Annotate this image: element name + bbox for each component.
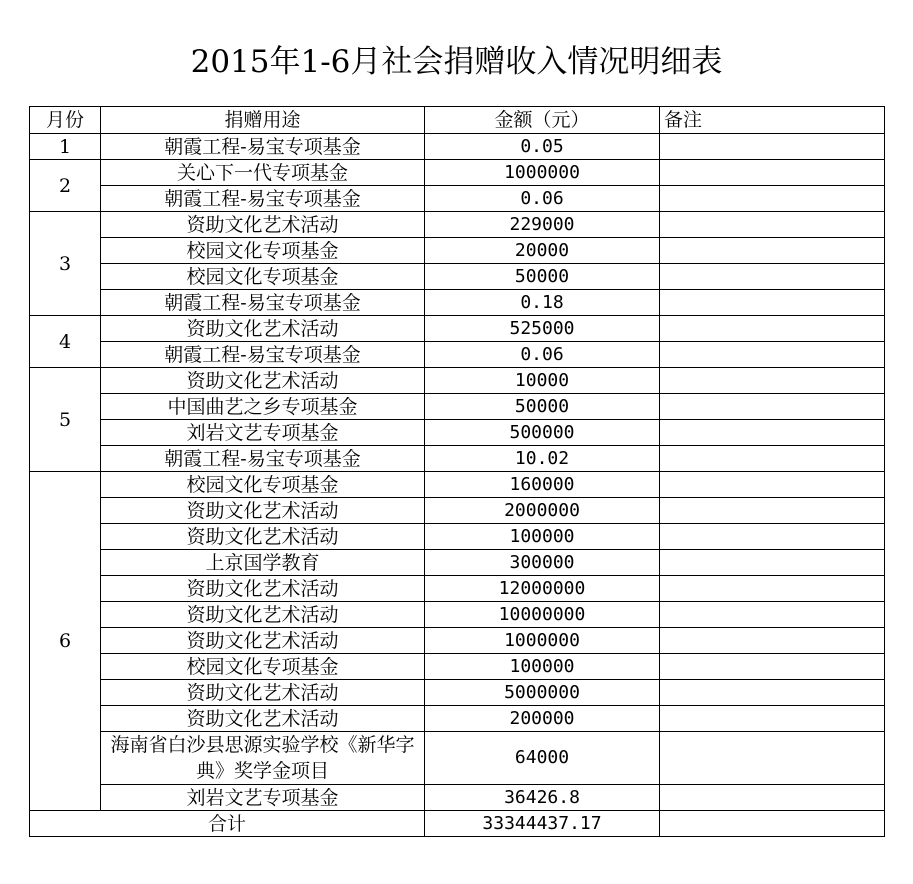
amount-cell: 36426.8 bbox=[425, 785, 660, 811]
table-row bbox=[30, 264, 885, 290]
table-row bbox=[30, 160, 885, 186]
table-row bbox=[30, 654, 885, 680]
table-row bbox=[30, 238, 885, 264]
note-cell bbox=[660, 732, 885, 785]
table-row bbox=[30, 134, 885, 160]
purpose-cell: 校园文化专项基金 bbox=[101, 238, 425, 264]
purpose-cell: 朝霞工程-易宝专项基金 bbox=[101, 134, 425, 160]
header-row bbox=[30, 107, 885, 134]
purpose-cell: 校园文化专项基金 bbox=[101, 472, 425, 498]
table-row bbox=[30, 498, 885, 524]
amount-cell: 1000000 bbox=[425, 628, 660, 654]
month-cell: 3 bbox=[30, 212, 101, 316]
purpose-cell: 海南省白沙县思源实验学校《新华字典》奖学金项目 bbox=[101, 732, 425, 785]
amount-cell: 500000 bbox=[425, 420, 660, 446]
table-row bbox=[30, 368, 885, 394]
amount-cell: 10000000 bbox=[425, 602, 660, 628]
table-row bbox=[30, 316, 885, 342]
table-row bbox=[30, 785, 885, 811]
note-cell bbox=[660, 238, 885, 264]
purpose-cell: 朝霞工程-易宝专项基金 bbox=[101, 186, 425, 212]
amount-cell: 160000 bbox=[425, 472, 660, 498]
purpose-cell: 朝霞工程-易宝专项基金 bbox=[101, 446, 425, 472]
amount-cell: 1000000 bbox=[425, 160, 660, 186]
note-cell bbox=[660, 654, 885, 680]
purpose-cell: 上京国学教育 bbox=[101, 550, 425, 576]
table-row bbox=[30, 680, 885, 706]
note-cell bbox=[660, 134, 885, 160]
table-row bbox=[30, 628, 885, 654]
amount-cell: 300000 bbox=[425, 550, 660, 576]
amount-cell: 50000 bbox=[425, 394, 660, 420]
amount-cell: 100000 bbox=[425, 524, 660, 550]
note-cell bbox=[660, 498, 885, 524]
month-cell: 6 bbox=[30, 472, 101, 811]
amount-cell: 200000 bbox=[425, 706, 660, 732]
amount-cell: 0.18 bbox=[425, 290, 660, 316]
note-cell bbox=[660, 342, 885, 368]
table-row bbox=[30, 706, 885, 732]
total-note bbox=[660, 811, 885, 837]
amount-cell: 229000 bbox=[425, 212, 660, 238]
amount-cell: 0.05 bbox=[425, 134, 660, 160]
purpose-cell: 朝霞工程-易宝专项基金 bbox=[101, 342, 425, 368]
amount-cell: 100000 bbox=[425, 654, 660, 680]
total-label: 合计 bbox=[30, 811, 425, 837]
total-row bbox=[30, 811, 885, 837]
purpose-cell: 资助文化艺术活动 bbox=[101, 628, 425, 654]
month-cell: 4 bbox=[30, 316, 101, 368]
table-row bbox=[30, 732, 885, 785]
header-month: 月份 bbox=[30, 107, 101, 134]
table-row bbox=[30, 394, 885, 420]
page-title: 2015年1-6月社会捐赠收入情况明细表 bbox=[190, 44, 723, 80]
note-cell bbox=[660, 706, 885, 732]
note-cell bbox=[660, 212, 885, 238]
note-cell bbox=[660, 290, 885, 316]
note-cell bbox=[660, 420, 885, 446]
amount-cell: 0.06 bbox=[425, 186, 660, 212]
table-row bbox=[30, 550, 885, 576]
note-cell bbox=[660, 316, 885, 342]
amount-cell: 2000000 bbox=[425, 498, 660, 524]
amount-cell: 64000 bbox=[425, 732, 660, 785]
table-row bbox=[30, 212, 885, 238]
purpose-cell: 资助文化艺术活动 bbox=[101, 706, 425, 732]
purpose-cell: 朝霞工程-易宝专项基金 bbox=[101, 290, 425, 316]
purpose-cell: 资助文化艺术活动 bbox=[101, 316, 425, 342]
table-row bbox=[30, 342, 885, 368]
purpose-cell: 资助文化艺术活动 bbox=[101, 602, 425, 628]
note-cell bbox=[660, 472, 885, 498]
header-note: 备注 bbox=[660, 107, 885, 134]
amount-cell: 10000 bbox=[425, 368, 660, 394]
note-cell bbox=[660, 264, 885, 290]
purpose-cell: 关心下一代专项基金 bbox=[101, 160, 425, 186]
note-cell bbox=[660, 680, 885, 706]
purpose-cell: 资助文化艺术活动 bbox=[101, 524, 425, 550]
note-cell bbox=[660, 628, 885, 654]
month-cell: 2 bbox=[30, 160, 101, 212]
note-cell bbox=[660, 602, 885, 628]
purpose-cell: 刘岩文艺专项基金 bbox=[101, 420, 425, 446]
purpose-cell: 校园文化专项基金 bbox=[101, 654, 425, 680]
purpose-cell: 校园文化专项基金 bbox=[101, 264, 425, 290]
note-cell bbox=[660, 446, 885, 472]
amount-cell: 0.06 bbox=[425, 342, 660, 368]
table-row bbox=[30, 524, 885, 550]
donation-table bbox=[29, 106, 885, 837]
month-cell: 5 bbox=[30, 368, 101, 472]
note-cell bbox=[660, 394, 885, 420]
header-amount: 金额（元） bbox=[425, 107, 660, 134]
amount-cell: 12000000 bbox=[425, 576, 660, 602]
header-purpose: 捐赠用途 bbox=[101, 107, 425, 134]
purpose-cell: 资助文化艺术活动 bbox=[101, 368, 425, 394]
amount-cell: 50000 bbox=[425, 264, 660, 290]
table-row bbox=[30, 290, 885, 316]
table-row bbox=[30, 446, 885, 472]
purpose-cell: 资助文化艺术活动 bbox=[101, 212, 425, 238]
note-cell bbox=[660, 186, 885, 212]
note-cell bbox=[660, 368, 885, 394]
table-row bbox=[30, 420, 885, 446]
note-cell bbox=[660, 524, 885, 550]
note-cell bbox=[660, 160, 885, 186]
amount-cell: 5000000 bbox=[425, 680, 660, 706]
purpose-cell: 资助文化艺术活动 bbox=[101, 498, 425, 524]
purpose-cell: 资助文化艺术活动 bbox=[101, 576, 425, 602]
table-body bbox=[30, 134, 885, 811]
table-row bbox=[30, 472, 885, 498]
table-row bbox=[30, 576, 885, 602]
purpose-cell: 刘岩文艺专项基金 bbox=[101, 785, 425, 811]
amount-cell: 20000 bbox=[425, 238, 660, 264]
amount-cell: 525000 bbox=[425, 316, 660, 342]
purpose-cell: 中国曲艺之乡专项基金 bbox=[101, 394, 425, 420]
amount-cell: 10.02 bbox=[425, 446, 660, 472]
table-row bbox=[30, 602, 885, 628]
note-cell bbox=[660, 576, 885, 602]
month-cell: 1 bbox=[30, 134, 101, 160]
note-cell bbox=[660, 550, 885, 576]
table-row bbox=[30, 186, 885, 212]
note-cell bbox=[660, 785, 885, 811]
purpose-cell: 资助文化艺术活动 bbox=[101, 680, 425, 706]
total-amount: 33344437.17 bbox=[425, 811, 660, 837]
